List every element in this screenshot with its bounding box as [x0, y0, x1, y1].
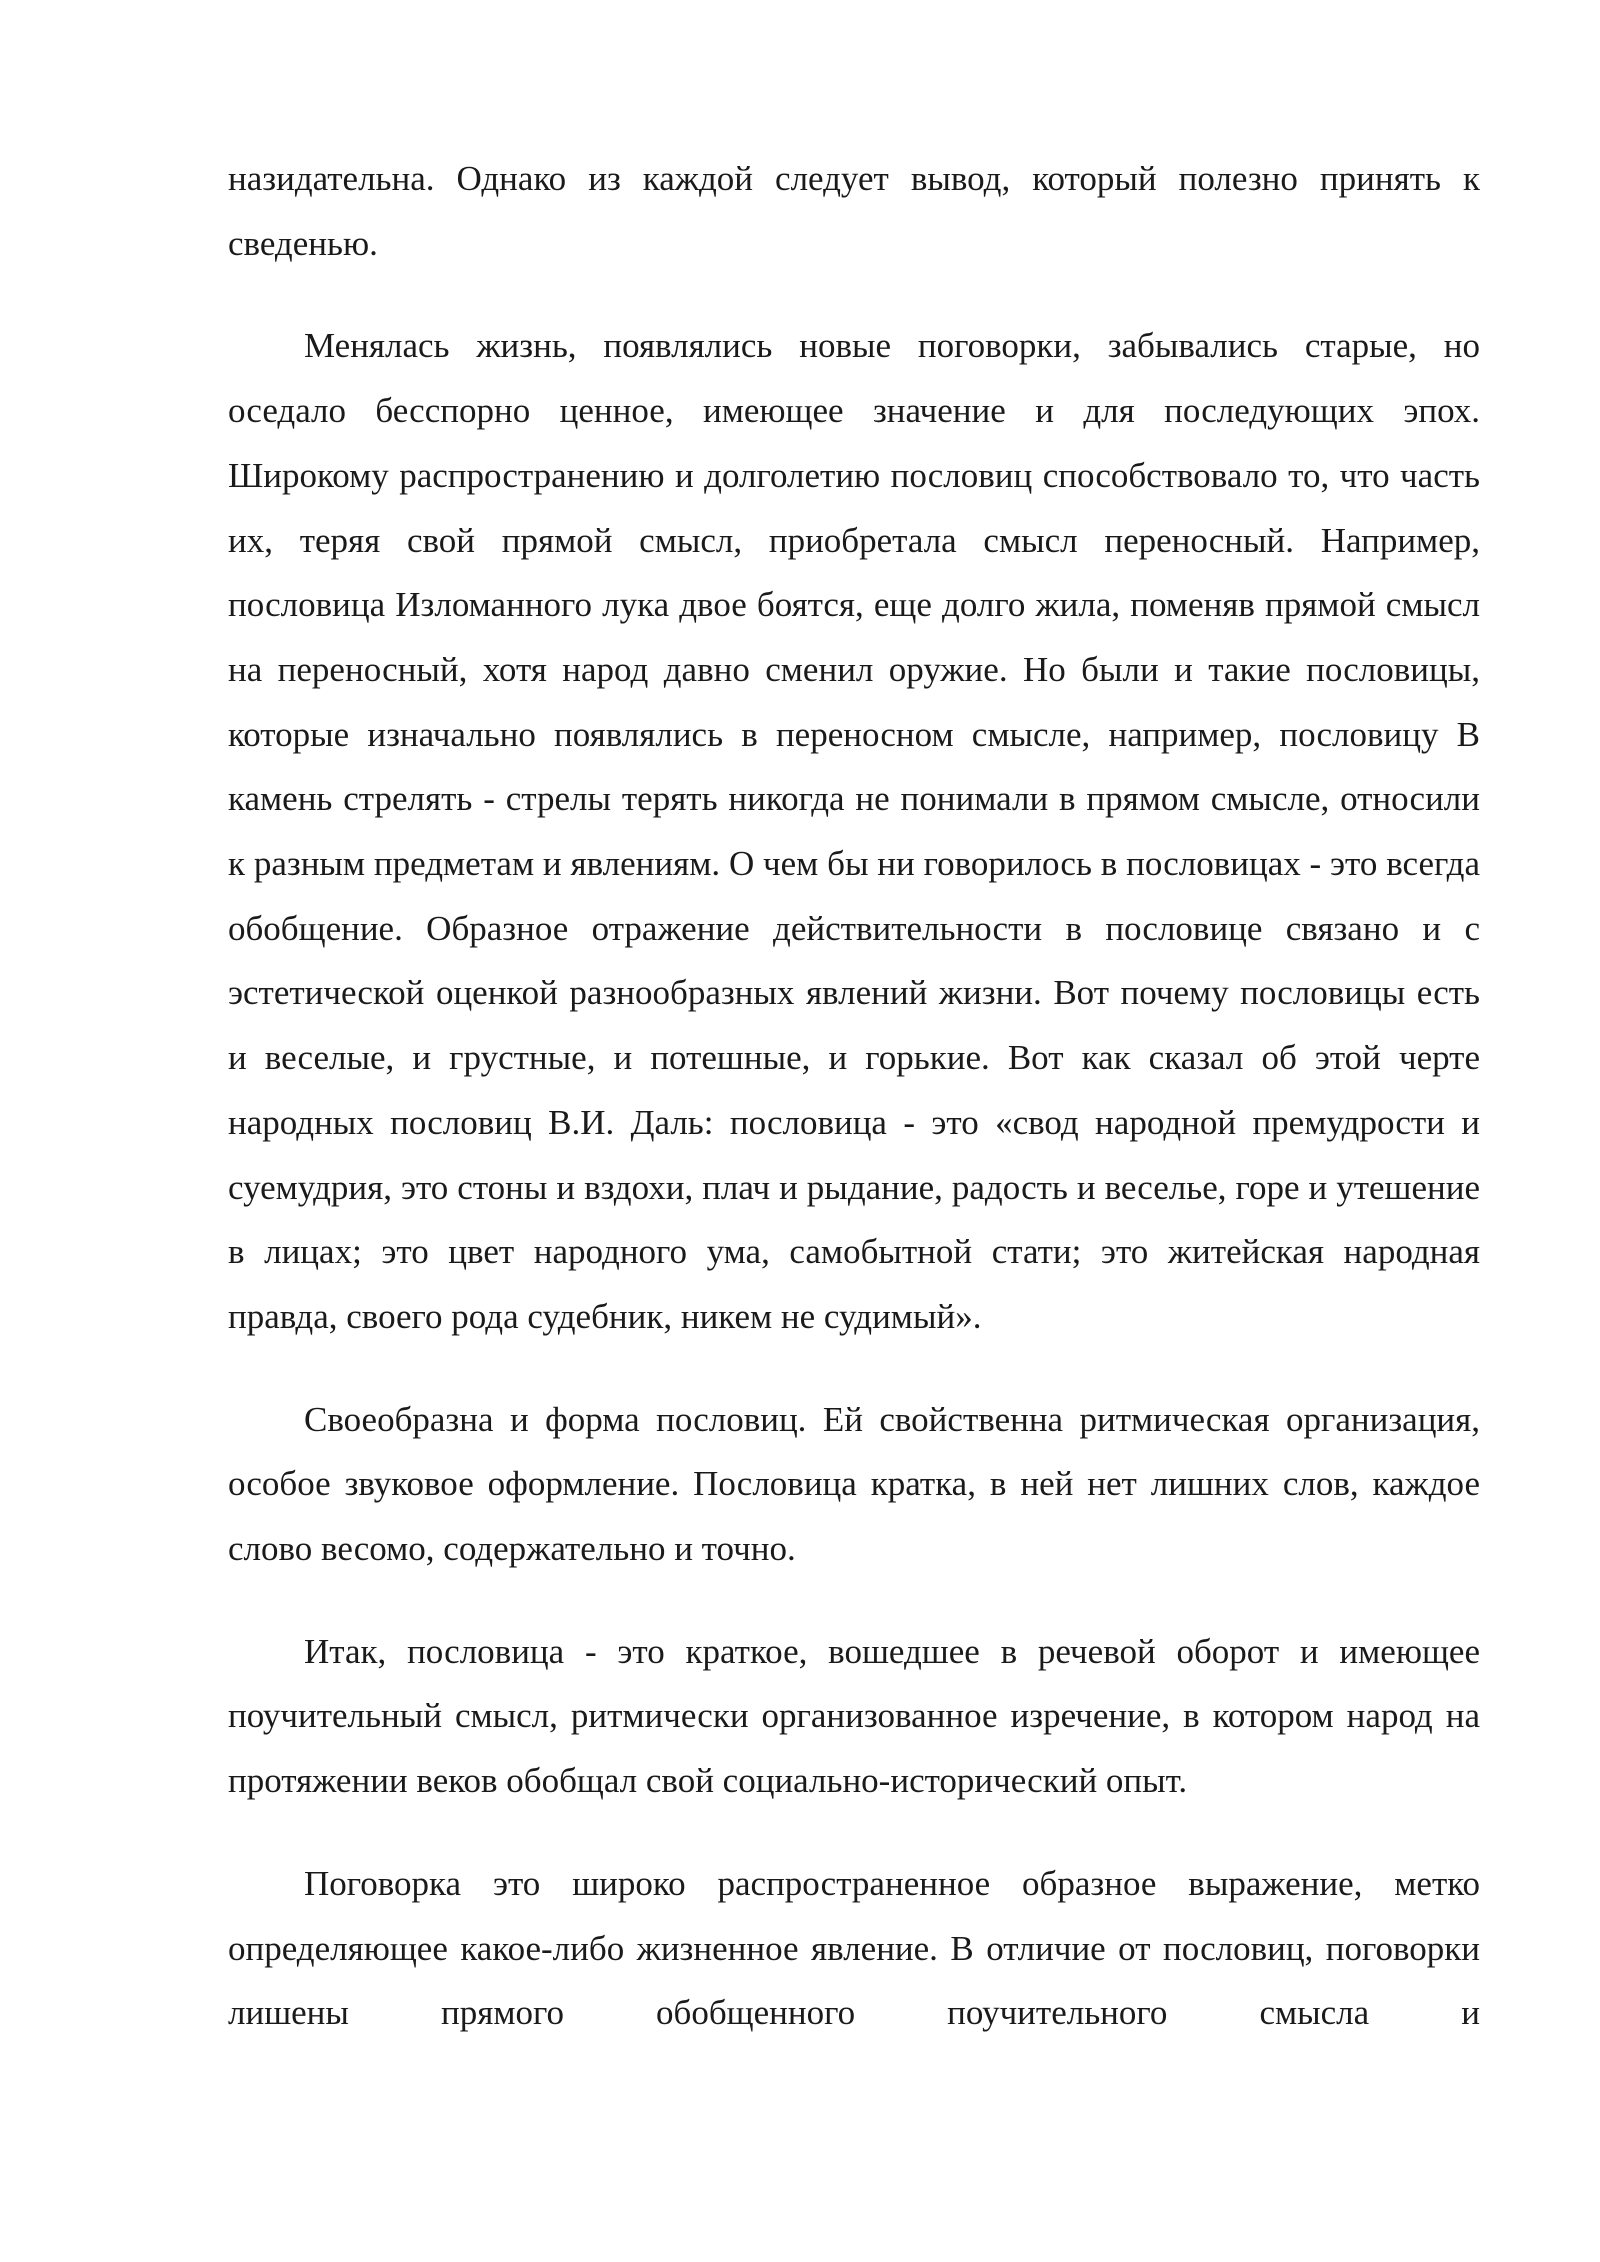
paragraph-continuation: назидательна. Однако из каждой следует вывод, который полезно принять к сведенью. [228, 159, 1480, 263]
paragraph-proverbs-form: Своеобразна и форма пословиц. Ей свойственна ритмическая организация, особое звуковое оформление. Пословица кратка, в ней нет лишних слов, каждое слово весомо, содержательно и точно. [228, 1399, 1480, 1569]
paragraph-proverbs-evolution: Менялась жизнь, появлялись новые поговорки, забывались старые, но оседало бесспорно ценное, имеющее значение и для последующих эпох. Широкому распространению и долголетию пословиц способствовало то, что часть их, теряя свой прямой смысл, приобретала смысл переносный. Например, пословица Изломанного лука двое боятся, еще долго жила, поменяв прямой смысл на переносный, хотя народ давно сменил оружие. Но были и такие пословицы, которые изначально появлялись в переносном смысле, например, пословицу В камень стрелять - стрелы терять никогда не понимали в прямом смысле, относили к разным предметам и явлениям. О чем бы ни говорилось в пословицах - это всегда обобщение. Образное отражение действительности в пословице связано и с эстетической оценкой разнообразных явлений жизни. Вот почему пословицы есть и веселые, и грустные, и потешные, и горькие. Вот как сказал об этой черте народных пословиц В.И. Даль: пословица - это «свод народной премудрости и суемудрия, это стоны и вздохи, плач и рыдание, радость и веселье, горе и утешение в лицах; это цвет народного ума, самобытной стати; это житейская народная правда, своего рода судебник, никем не судимый». [228, 326, 1480, 1336]
paragraph-saying-definition: Поговорка это широко распространенное образное выражение, метко определяющее какое-либо жизненное явление. В отличие от пословиц, поговорки лишены прямого обобщенного поучительного смысла и [228, 1863, 1480, 2033]
paragraph-proverb-definition: Итак, пословица - это краткое, вошедшее в речевой оборот и имеющее поучительный смысл, ритмически организованное изречение, в котором народ на протяжении веков обобщал свой социально-исторический опыт. [228, 1631, 1480, 1801]
document-body [228, 147, 1480, 2046]
